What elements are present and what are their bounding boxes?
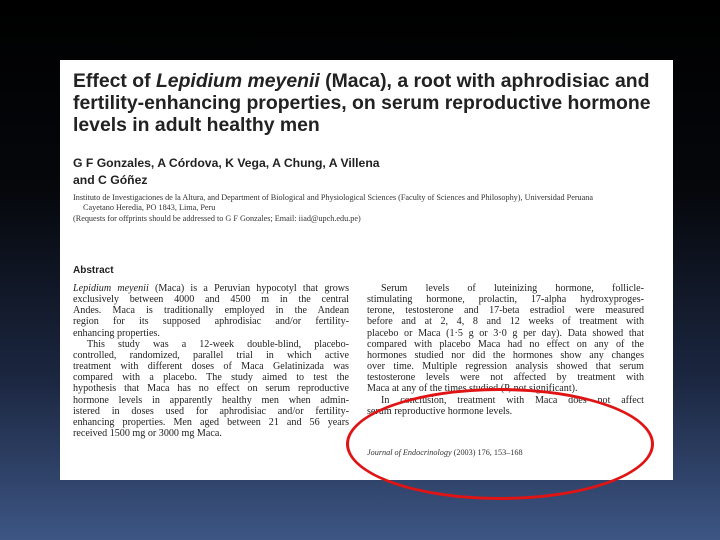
title-species: Lepidium meyenii — [155, 70, 320, 92]
red-highlight-ellipse — [346, 388, 654, 500]
abstract-line: before and at 2, 4, 8 and 12 weeks of treatment with — [367, 316, 644, 328]
title-rest: (Maca), a root with aphrodisiac and — [319, 70, 650, 92]
affiliation-line-2: Cayetano Heredia, PO 1843, Lima, Peru — [83, 203, 216, 212]
paper-title — [73, 70, 663, 136]
abstract-line: Serum levels of luteinizing hormone, follicle- — [381, 283, 644, 294]
abstract-line: terone, testosterone and 17-beta estradiol were measured — [367, 305, 644, 317]
abstract-line: Lepidium meyenii (Maca) is a Peruvian hypocotyl that grows — [73, 283, 349, 294]
abstract-heading: Abstract — [73, 265, 114, 276]
abstract-line: hypothesis that Maca has no effect on serum reproductive — [73, 383, 349, 395]
citation-journal: Journal of Endocrinology — [367, 448, 452, 457]
abstract-line: Maca at any of the times studied (P, not significant). — [367, 383, 578, 395]
abstract-line: placebo or Maca (1·5 g or 3·0 g per day). Data showed that — [367, 327, 644, 339]
abstract-line: exclusively between 4000 and 4500 m in the central — [73, 294, 349, 306]
abstract-line: over time. Multiple regression analysis showed that serum — [367, 361, 644, 373]
abstract-line: enhancing properties. Men aged between 21 and 56 years — [73, 416, 349, 428]
authors-line-2: and C Góñez — [73, 173, 148, 187]
species-italic: Lepidium meyenii — [73, 283, 149, 294]
abstract-line: treatment with different doses of Maca Gelatinizada was — [73, 361, 349, 373]
abstract-line: Andes. Maca is traditionally employed in the Andean — [73, 305, 349, 317]
title-line-3: levels in adult healthy men — [73, 114, 320, 136]
title-line-2: fertility-enhancing properties, on serum reproductive hormone — [73, 92, 651, 114]
abstract-line: region for its supposed aphrodisiac and/or fertility- — [73, 316, 349, 328]
abstract-line: testosterone levels were not affected by treatment with — [367, 372, 644, 384]
reprint-note: (Requests for offprints should be addressed to G F Gonzales; Email: iiad@upch.edu.pe) — [73, 214, 361, 223]
abstract-line: received 1500 mg or 3000 mg Maca. — [73, 428, 222, 440]
abstract-line: hormone levels in apparently healthy men when admin- — [73, 394, 349, 406]
abstract-line: In conclusion, treatment with Maca does not affect — [381, 394, 644, 406]
title-prefix: Effect of — [73, 70, 156, 92]
affiliation-line-1: Instituto de Investigaciones de la Altura, and Department of Biological and Physiological Sciences (Faculty of Sciences and Philosophy), Universidad Peruana — [73, 193, 594, 202]
paper-authors — [73, 155, 653, 189]
abstract-line: compared with a placebo. The study aimed to test the — [73, 372, 349, 384]
abstract-line: serum reproductive hormone levels. — [367, 405, 513, 417]
abstract-line: controlled, randomized, parallel trial in which active — [73, 349, 349, 361]
abstract-line: istered in doses used for aphrodisiac and/or fertility- — [73, 405, 349, 417]
abstract-line: This study was a 12-week double-blind, placebo- — [87, 338, 349, 350]
abstract-line: enhancing properties. — [73, 327, 160, 339]
paper-affiliation — [73, 193, 663, 213]
authors-line-1: G F Gonzales, A Córdova, K Vega, A Chung, A Villena — [73, 156, 380, 170]
abstract-line: stimulating hormone, prolactin, 17-alpha hydroxyproges- — [367, 294, 644, 306]
abstract-left-column — [73, 283, 349, 439]
citation-details: (2003) 176, 153–168 — [451, 448, 523, 457]
abstract-line: hormones studied nor did the hormones show any changes — [367, 349, 644, 361]
abstract-line: compared with placebo Maca had no effect on any of the — [367, 338, 644, 350]
